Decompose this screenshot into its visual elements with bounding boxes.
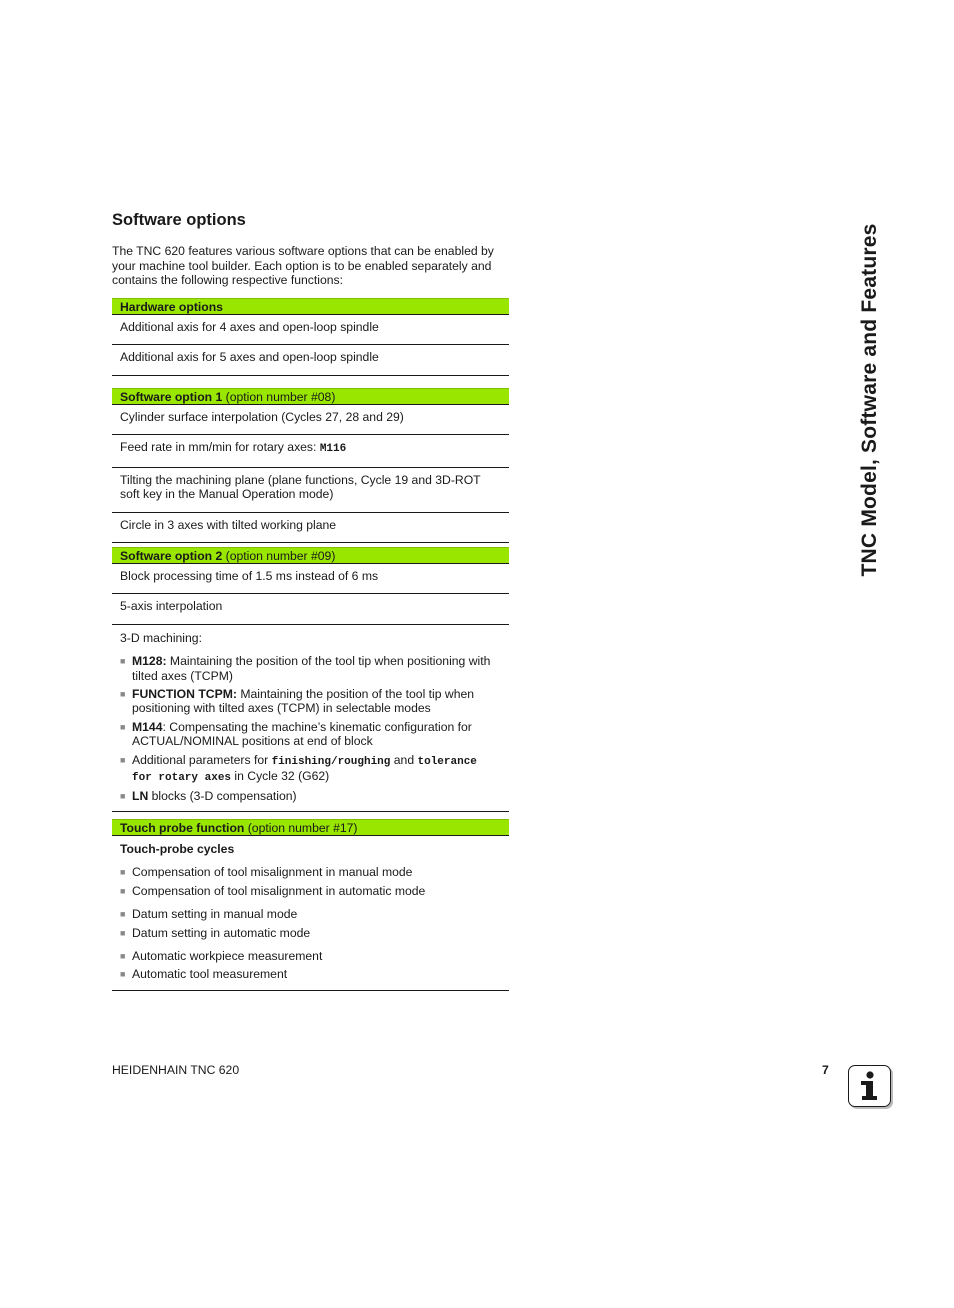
table-row: Block processing time of 1.5 ms instead of 6 ms <box>112 564 509 594</box>
chapter-side-title <box>840 210 900 590</box>
list-item: ■ Compensation of tool misalignment in automatic mode <box>120 884 501 898</box>
list-item: ■ Additional parameters for finishing/roughing and tolerance for rotary axes in Cycle 32 (G62) <box>120 753 501 786</box>
table-row: Tilting the machining plane (plane functions, Cycle 19 and 3D-ROT soft key in the Manual Operation mode) <box>112 468 509 513</box>
software-option-1-table <box>112 388 509 543</box>
software-option-2-header: Software option 2 (option number #09) <box>112 547 509 564</box>
table-row: Additional axis for 4 axes and open-loop spindle <box>112 315 509 345</box>
table-row: Additional axis for 5 axes and open-loop spindle <box>112 345 509 375</box>
table-row: Cylinder surface interpolation (Cycles 27, 28 and 29) <box>112 405 509 435</box>
software-option-1-header: Software option 1 (option number #08) <box>112 388 509 405</box>
info-glyph <box>849 1066 889 1105</box>
software-option-2-table <box>112 547 509 812</box>
section-title: Software options <box>112 211 246 229</box>
chapter-side-title-text: TNC Model, Software and Features <box>858 223 881 577</box>
row-title: 3-D machining: <box>120 630 202 645</box>
table-row: 5-axis interpolation <box>112 594 509 624</box>
list-item: ■ M144: Compensating the machine’s kinematic configuration for ACTUAL/NOMINAL positions at end of block <box>120 720 501 749</box>
info-icon <box>848 1065 891 1107</box>
hardware-options-header: Hardware options <box>112 298 509 315</box>
footer-manual-name: HEIDENHAIN TNC 620 <box>112 1063 240 1077</box>
list-item: ■ Automatic workpiece measurement <box>120 949 501 963</box>
intro-paragraph: The TNC 620 features various software options that can be enabled by your machine tool builder. Each option is to be enabled separately and contains the following respective functions: <box>112 244 494 288</box>
touch-probe-header: Touch probe function (option number #17) <box>112 819 509 836</box>
page-number: 7 <box>822 1063 829 1077</box>
list-item: ■ FUNCTION TCPM: Maintaining the position of the tool tip when positioning with tilted axes (TCPM) in selectable modes <box>120 687 501 716</box>
list-item: ■ Automatic tool measurement <box>120 967 501 981</box>
touch-probe-subhead: Touch-probe cycles <box>120 842 235 856</box>
hardware-options-table <box>112 298 509 376</box>
table-row <box>112 836 509 991</box>
list-item: ■ Datum setting in manual mode <box>120 907 501 921</box>
table-row <box>112 625 509 812</box>
list-item: ■ Datum setting in automatic mode <box>120 926 501 940</box>
list-item: ■ LN blocks (3-D compensation) <box>120 789 501 803</box>
list-item: ■ Compensation of tool misalignment in manual mode <box>120 865 501 879</box>
touch-probe-table <box>112 819 509 991</box>
list-item: ■ M128: Maintaining the position of the tool tip when positioning with tilted axes (TCPM) <box>120 654 501 683</box>
table-row: Circle in 3 axes with tilted working plane <box>112 513 509 543</box>
table-row: Feed rate in mm/min for rotary axes: M116 <box>112 435 509 467</box>
